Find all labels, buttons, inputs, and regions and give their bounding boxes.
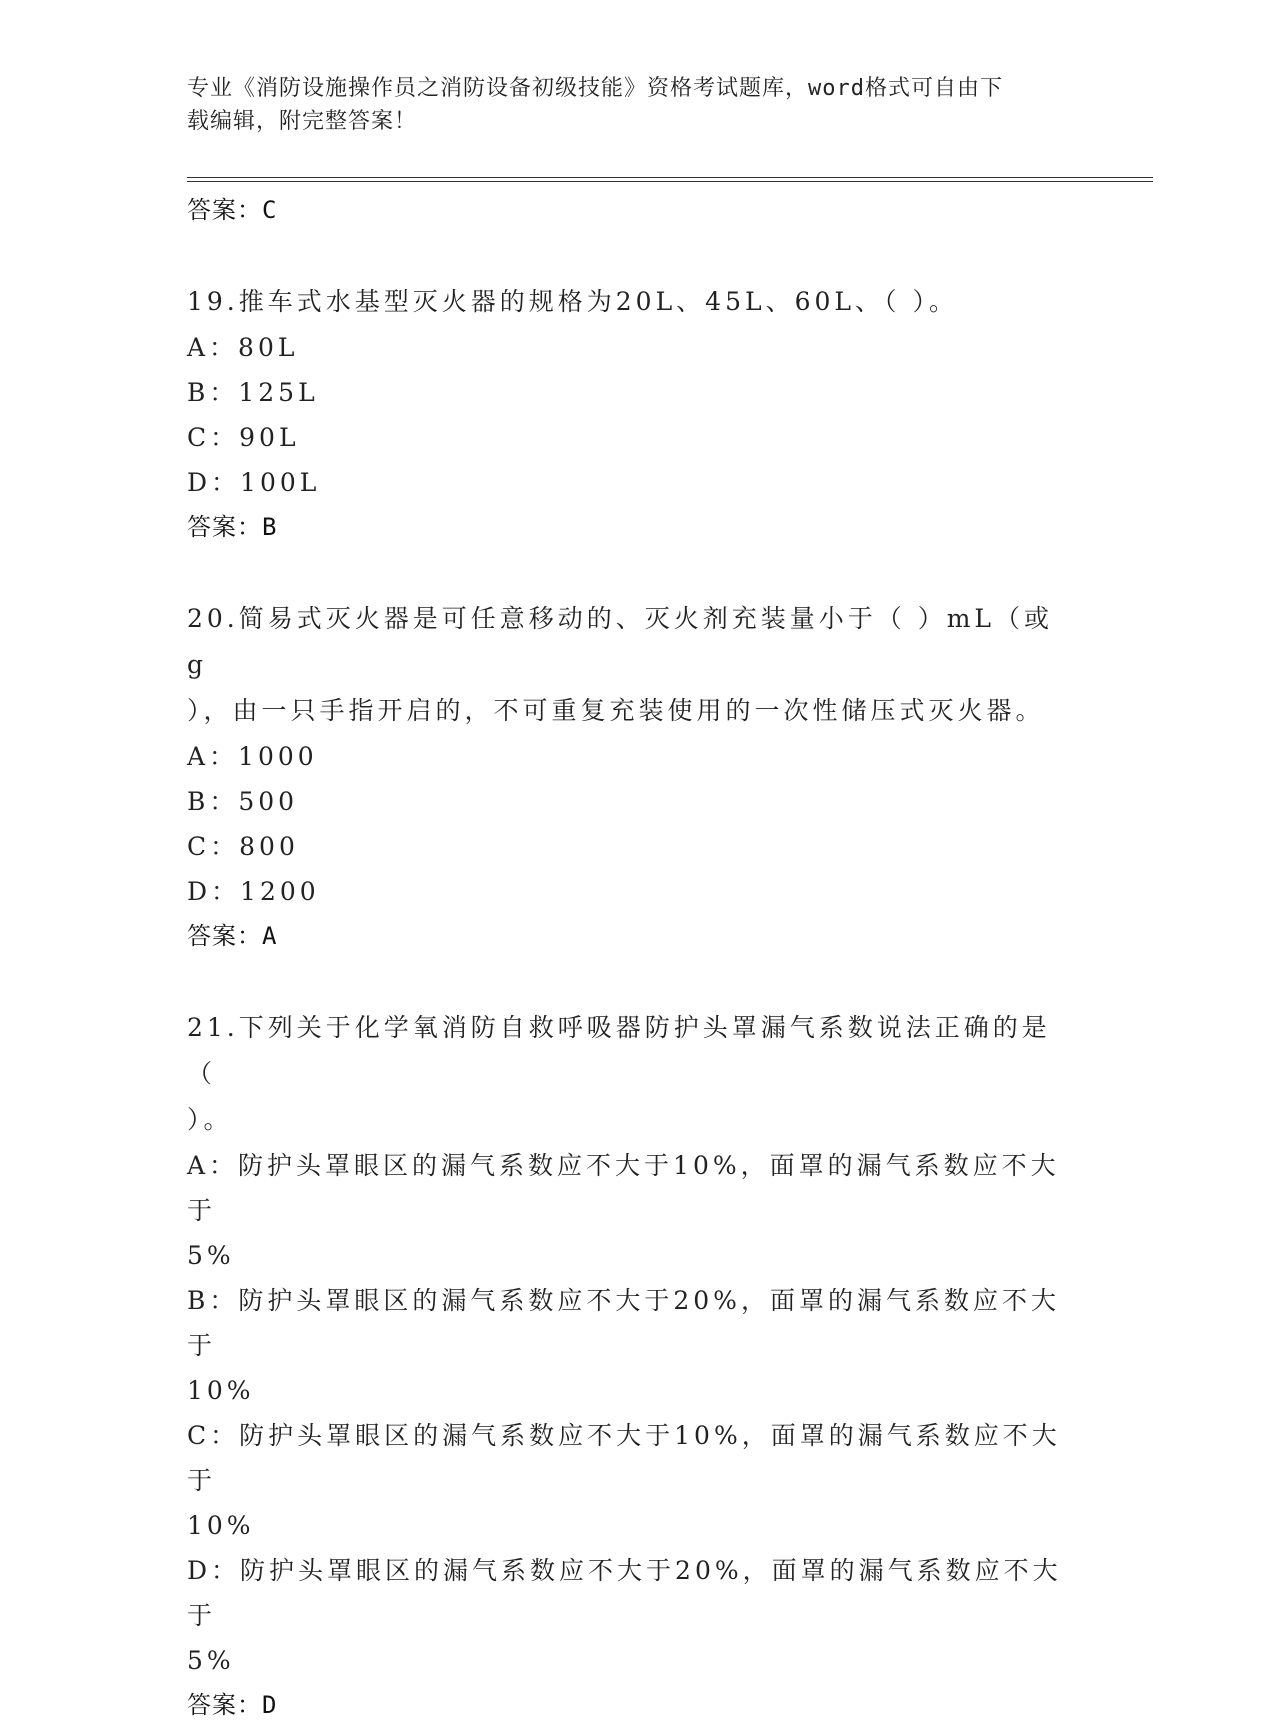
question-block (187, 1005, 1067, 1728)
question-text-continued: ）。 (187, 1105, 233, 1134)
option-c: C：90L (187, 423, 300, 452)
document-header (187, 72, 1067, 138)
question-list (187, 188, 1067, 1728)
question-text: 19.推车式水基型灭火器的规格为20L、45L、60L、（ ）。 (187, 287, 958, 316)
option-d: D：1200 (187, 877, 320, 906)
option-b: B：125L (187, 378, 319, 407)
question-text: 20.简易式灭火器是可任意移动的、灭火剂充装量小于（ ）mL（或g (187, 604, 1054, 679)
option-b: B：防护头罩眼区的漏气系数应不大于20%，面罩的漏气系数应不大于 (187, 1286, 1060, 1360)
option-a: A：防护头罩眼区的漏气系数应不大于10%，面罩的漏气系数应不大于 (187, 1151, 1060, 1225)
spacer (187, 959, 1067, 1005)
header-line-2: 载编辑，附完整答案！ (187, 109, 418, 134)
option-a: A：1000 (187, 742, 318, 771)
option-d-continued: 5% (187, 1646, 235, 1675)
answer: 答案：D (187, 1691, 278, 1719)
question-block (187, 596, 1067, 959)
question-text-continued: ），由一只手指开启的，不可重复充装使用的一次性储压式灭火器。 (187, 696, 1045, 725)
header-divider-bottom (187, 181, 1153, 182)
spacer (187, 233, 1067, 279)
option-d: D：防护头罩眼区的漏气系数应不大于20%，面罩的漏气系数应不大于 (187, 1556, 1062, 1630)
option-b: B：500 (187, 787, 299, 816)
spacer (187, 550, 1067, 596)
previous-answer: 答案：C (187, 196, 278, 224)
option-c-continued: 10% (187, 1511, 255, 1540)
header-line-1: 专业《消防设施操作员之消防设备初级技能》资格考试题库，word格式可自由下 (187, 76, 1003, 101)
option-a-continued: 5% (187, 1241, 235, 1270)
answer: 答案：B (187, 513, 278, 541)
option-c: C：800 (187, 832, 299, 861)
option-d: D：100L (187, 468, 321, 497)
option-b-continued: 10% (187, 1376, 255, 1405)
answer: 答案：A (187, 922, 278, 950)
question-text: 21.下列关于化学氧消防自救呼吸器防护头罩漏气系数说法正确的是（ (187, 1013, 1051, 1088)
option-c: C：防护头罩眼区的漏气系数应不大于10%，面罩的漏气系数应不大于 (187, 1421, 1061, 1495)
option-a: A：80L (187, 333, 299, 362)
question-block (187, 279, 1067, 550)
header-divider-top (187, 177, 1153, 178)
